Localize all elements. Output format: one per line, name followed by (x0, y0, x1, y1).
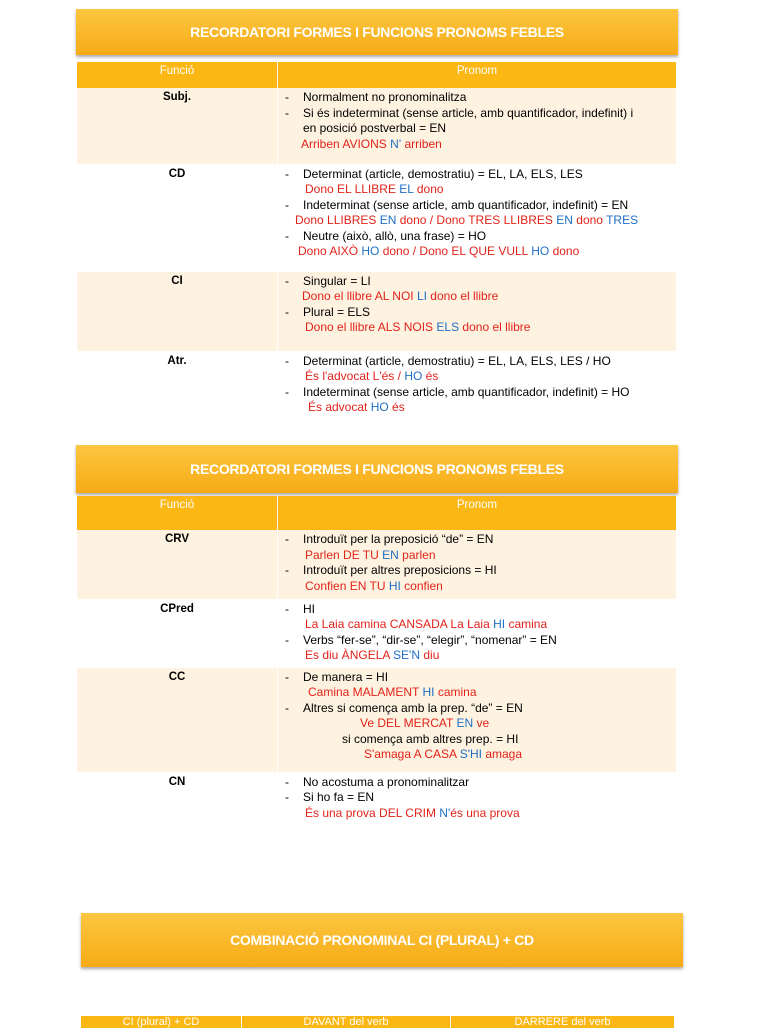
pronoms-table-1 (77, 62, 676, 419)
rule-item: - Neutre (això, allò, una frase) = HO (278, 229, 676, 245)
row-function: Atr. (77, 351, 278, 419)
row-pronom (278, 772, 677, 824)
section2-title: RECORDATORI FORMES I FUNCIONS PRONOMS FEBLES (76, 445, 678, 493)
pronoms-table-2 (77, 496, 676, 824)
example: Parlen DE TU EN parlen (305, 547, 436, 562)
section3-title: COMBINACIÓ PRONOMINAL CI (PLURAL) + CD (81, 913, 683, 967)
table-row (77, 667, 676, 772)
example: Arriben AVIONS N' arriben (301, 136, 442, 151)
table-row (77, 271, 676, 351)
rule-item: - De manera = HI (278, 670, 676, 686)
rule-continuation: en posició postverbal = EN (303, 121, 447, 135)
example: Dono el llibre ALS NOIS ELS dono el llibre (305, 320, 531, 334)
col-header-funcio: Funció (77, 62, 278, 88)
row-pronom (278, 351, 677, 419)
row-pronom (278, 271, 677, 351)
example: La Laia camina CANSADA La Laia HI camina (305, 617, 548, 631)
table-row (77, 351, 676, 419)
col-header-davant: DAVANT del verb (242, 1016, 451, 1028)
table-row (77, 164, 676, 271)
table-row (77, 772, 676, 824)
example: Camina MALAMENT HI camina (308, 685, 477, 699)
example: Ve DEL MERCAT EN ve (360, 716, 490, 730)
rule-item: - Introduït per la preposició “de” = EN (278, 532, 676, 548)
rule-item: - Si és indeterminat (sense article, amb quantificador, indefinit) i (278, 106, 676, 122)
example: És l'advocat L'és / HO és (305, 369, 439, 383)
combination-table-header (81, 1016, 674, 1028)
rule-item: - Indeterminat (sense article, amb quantificador, indefinit) = EN (278, 198, 676, 214)
rule-item: - Determinat (article, demostratiu) = EL, LA, ELS, LES / HO (278, 354, 676, 370)
rule-item: - Si ho fa = EN (278, 790, 676, 806)
rule-continuation: si comença amb altres prep. = HI (342, 731, 519, 746)
table-row (77, 530, 676, 599)
example: És una prova DEL CRIM N'és una prova (305, 805, 520, 820)
example: Dono LLIBRES EN dono / Dono TRES LLIBRES EN dono TRES (295, 213, 639, 227)
col-header-funcio: Funció (77, 496, 278, 530)
table-row (77, 599, 676, 667)
example: S'amaga A CASA S'HI amaga (364, 747, 523, 761)
row-pronom (278, 88, 677, 164)
rule-item: - Plural = ELS (278, 305, 676, 321)
col-header-ci-cd: CI (plural) + CD (81, 1016, 242, 1028)
row-function: CI (77, 271, 278, 351)
col-header-darrere: DARRERE del verb (514, 1016, 611, 1028)
example: Es diu ÀNGELA SE'N diu (305, 648, 440, 662)
row-function: CPred (77, 599, 278, 667)
rule-item: - Normalment no pronominalitza (278, 90, 676, 106)
rule-item: - Verbs “fer-se”, “dir-se”, “elegir”, “nomenar” = EN (278, 633, 676, 649)
example: Confien EN TU HI confien (305, 578, 443, 593)
row-function: CN (77, 772, 278, 824)
rule-item: - Altres si comença amb la prep. “de” = EN (278, 701, 676, 717)
row-function: CRV (77, 530, 278, 599)
row-pronom (278, 164, 677, 271)
col-header-pronom: Pronom (278, 496, 677, 530)
row-pronom (278, 530, 677, 599)
example: És advocat HO és (308, 400, 405, 414)
rule-item: - Singular = LI (278, 274, 676, 290)
rule-item: - Indeterminat (sense article, amb quantificador, indefinit) = HO (278, 385, 676, 401)
row-pronom (278, 667, 677, 772)
example: Dono EL LLIBRE EL dono (305, 182, 444, 196)
col-header-pronom: Pronom (278, 62, 677, 88)
row-function: CD (77, 164, 278, 271)
table-row (77, 88, 676, 164)
rule-item: - Introduït per altres preposicions = HI (278, 563, 676, 579)
rule-item: - HI (278, 602, 676, 618)
example: Dono el llibre AL NOI LI dono el llibre (302, 289, 499, 303)
rule-item: - Determinat (article, demostratiu) = EL, LA, ELS, LES (278, 167, 676, 183)
section1-title: RECORDATORI FORMES I FUNCIONS PRONOMS FEBLES (76, 9, 678, 55)
row-pronom (278, 599, 677, 667)
row-function: Subj. (77, 88, 278, 164)
example: Dono AIXÒ HO dono / Dono EL QUE VULL HO dono (298, 244, 580, 258)
rule-item: - No acostuma a pronominalitzar (278, 775, 676, 791)
row-function: CC (77, 667, 278, 772)
